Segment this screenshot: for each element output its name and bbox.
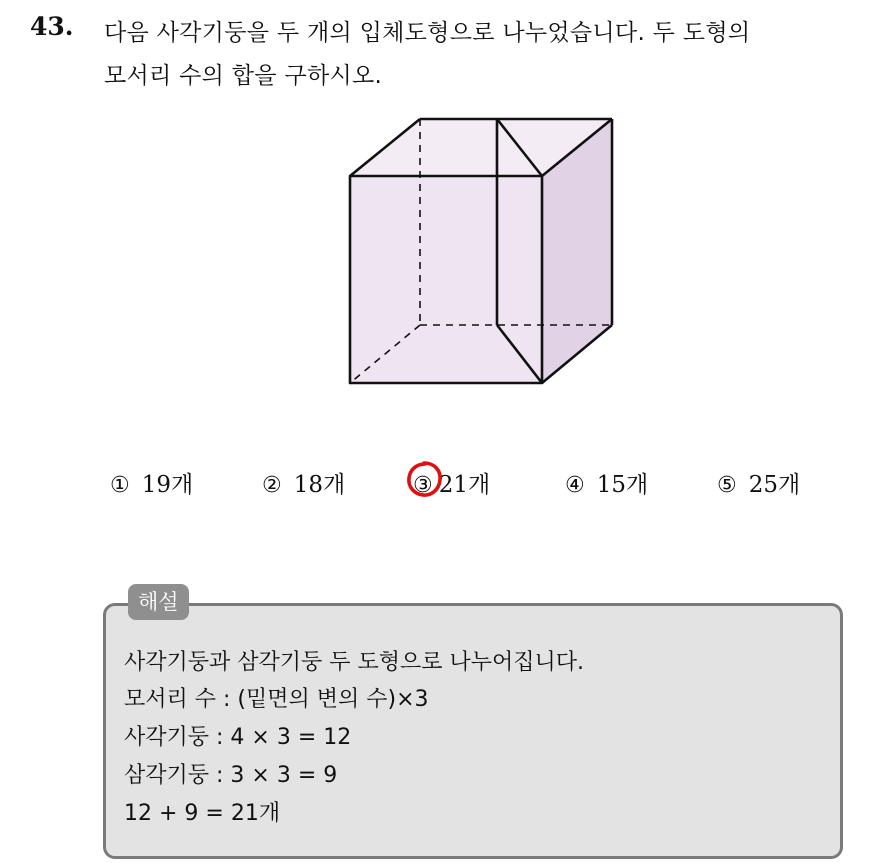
solution-line-1: 사각기둥과 삼각기둥 두 도형으로 나누어집니다. — [124, 650, 585, 675]
question-text-line2: 모서리 수의 합을 구하시오. — [104, 63, 383, 89]
choice-3-value: 21개 — [438, 472, 491, 498]
solution-line-4: 삼각기둥 : 3 × 3 = 9 — [124, 763, 338, 788]
solution-line-3: 사각기둥 : 4 × 3 = 12 — [124, 725, 352, 750]
choice-5[interactable] — [717, 466, 800, 499]
choice-5-mark: ⑤ — [717, 473, 737, 498]
question-text-line1: 다음 사각기둥을 두 개의 입체도형으로 나누었습니다. 두 도형의 — [104, 20, 751, 46]
choice-2-value: 18개 — [293, 472, 346, 498]
solution-line-2: 모서리 수 : (밑면의 변의 수)×3 — [124, 687, 429, 712]
solution-line-5: 12 + 9 = 21개 — [124, 801, 281, 826]
choice-1-value: 19개 — [141, 472, 194, 498]
choice-4-value: 15개 — [596, 472, 649, 498]
choice-1[interactable] — [110, 466, 193, 499]
choice-5-value: 25개 — [748, 472, 801, 498]
prism-front-face — [350, 176, 542, 383]
choice-3-mark: ③ — [413, 473, 433, 498]
selected-answer-circle — [404, 459, 444, 499]
solution-tag: 해설 — [128, 584, 189, 620]
choice-2-mark: ② — [262, 473, 282, 498]
choice-2[interactable] — [262, 466, 345, 499]
prism-figure — [330, 105, 620, 390]
choice-4-mark: ④ — [565, 473, 585, 498]
choice-1-mark: ① — [110, 473, 130, 498]
choice-4[interactable] — [565, 466, 648, 499]
question-number: 43. — [30, 12, 74, 41]
